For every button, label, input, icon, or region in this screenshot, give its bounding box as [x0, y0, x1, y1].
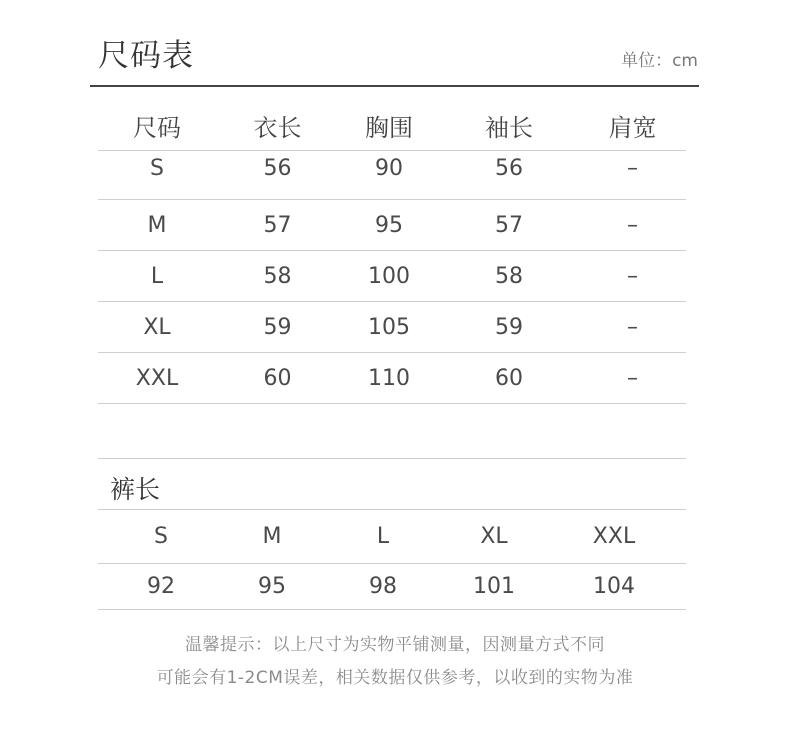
pants-length-value: 95 [258, 574, 286, 599]
cell-size: M [147, 212, 167, 238]
cell-length: 58 [263, 263, 292, 289]
cell-shoulder: – [627, 365, 638, 391]
cell-chest: 110 [368, 365, 410, 391]
header-shoulder: 肩宽 [608, 113, 657, 142]
cell-size: L [150, 263, 164, 289]
cell-size: S [150, 156, 164, 181]
cell-sleeve: 58 [495, 263, 523, 289]
cell-chest: 90 [375, 156, 403, 181]
cell-size: XL [143, 314, 171, 340]
section-divider [98, 458, 686, 459]
cell-shoulder: – [627, 212, 638, 238]
cell-shoulder: – [627, 263, 638, 289]
page-title: 尺码表 [98, 38, 194, 74]
pants-length-value: 104 [593, 574, 635, 599]
table-row [98, 251, 686, 302]
pants-length-value: 101 [473, 574, 515, 599]
cell-shoulder: – [627, 156, 638, 181]
pants-length-value: 92 [147, 574, 175, 599]
size-table [98, 100, 686, 404]
pants-value-row [98, 564, 686, 610]
header-chest: 胸围 [365, 113, 413, 142]
table-row [98, 302, 686, 353]
cell-sleeve: 57 [495, 212, 523, 238]
cell-sleeve: 56 [495, 156, 523, 181]
table-row [98, 353, 686, 404]
pants-size: M [262, 524, 282, 549]
note-line-2: 可能会有1-2CM误差，相关数据仅供参考，以收到的实物为准 [156, 668, 634, 688]
pants-size: L [376, 524, 390, 549]
cell-shoulder: – [627, 314, 638, 340]
cell-chest: 95 [375, 212, 403, 238]
pants-length-value: 98 [369, 574, 397, 599]
header-sleeve: 袖长 [485, 113, 533, 142]
table-row [98, 151, 686, 200]
header-length: 衣长 [253, 113, 302, 142]
pants-length-title: 裤长 [110, 475, 161, 504]
note-line-1: 温馨提示：以上尺寸为实物平铺测量，因测量方式不同 [185, 635, 605, 655]
cell-length: 56 [263, 156, 292, 181]
pants-size-row [98, 510, 686, 564]
pants-size: XXL [592, 524, 636, 549]
cell-chest: 100 [368, 263, 410, 289]
cell-chest: 105 [368, 314, 410, 340]
unit-label: 单位：cm [621, 51, 698, 71]
cell-sleeve: 59 [495, 314, 523, 340]
cell-length: 59 [263, 314, 292, 340]
cell-size: XXL [135, 365, 179, 391]
pants-size: S [154, 524, 168, 549]
header-size: 尺码 [133, 113, 181, 142]
size-table-header [98, 100, 686, 151]
title-divider [90, 85, 699, 87]
cell-length: 60 [263, 365, 292, 391]
pants-length-table [98, 509, 686, 610]
cell-sleeve: 60 [495, 365, 523, 391]
pants-size: XL [480, 524, 508, 549]
cell-length: 57 [263, 212, 292, 238]
table-row [98, 200, 686, 251]
